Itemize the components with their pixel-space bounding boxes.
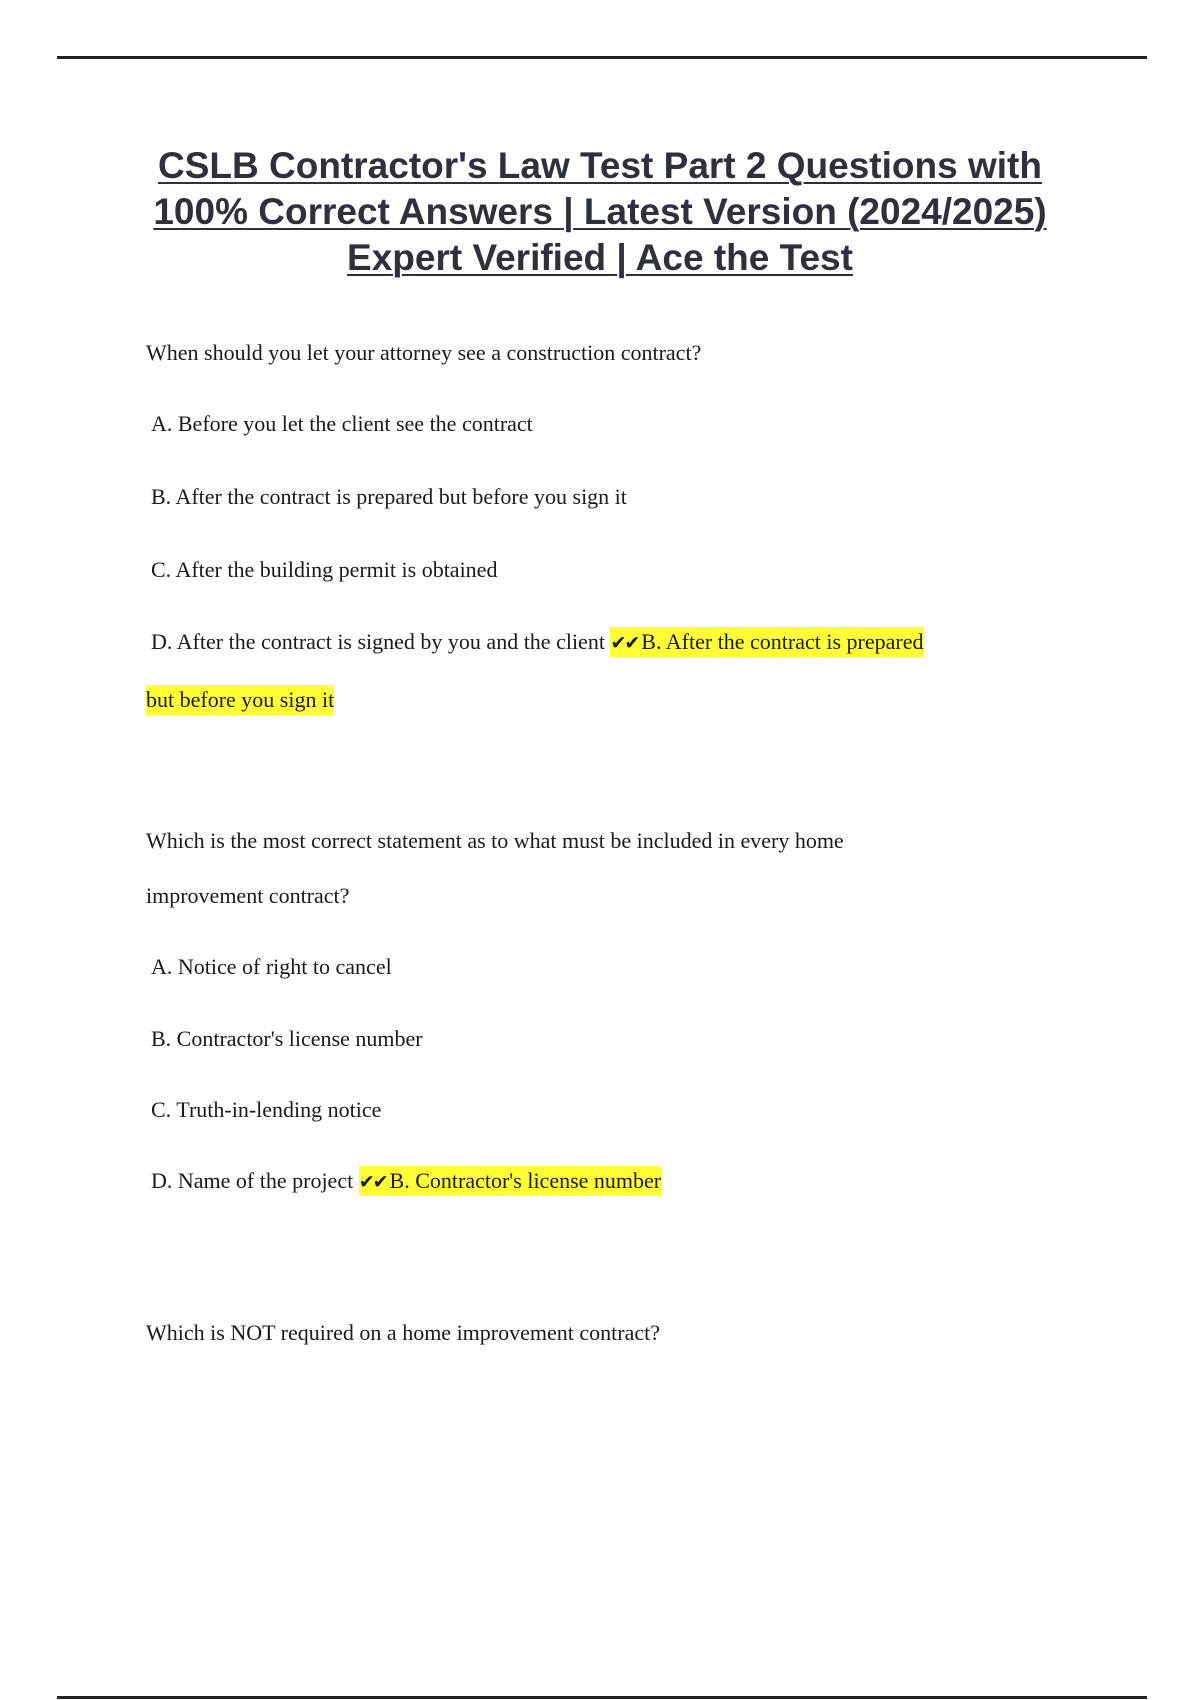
double-check-icon: ✔✔ — [358, 1171, 387, 1193]
header-rule — [57, 56, 1147, 59]
question-2-option-a: A. Notice of right to cancel — [151, 954, 392, 979]
question-2-answer-highlight — [359, 1166, 661, 1196]
question-2-option-d-with-answer — [151, 1168, 661, 1194]
question-1-option-d-with-answer — [151, 629, 924, 655]
question-1-answer-continued — [146, 687, 334, 713]
question-2-option-b: B. Contractor's license number — [151, 1026, 423, 1051]
question-1-answer-highlight — [610, 627, 923, 657]
question-1: When should you let your attorney see a construction contract? — [146, 340, 702, 365]
question-2-line1: Which is the most correct statement as to what must be included in every home — [146, 828, 844, 853]
question-2-line2: improvement contract? — [146, 883, 350, 908]
double-check-icon: ✔✔ — [610, 632, 639, 654]
question-1-option-c: C. After the building permit is obtained — [151, 557, 498, 582]
question-2-answer: B. Contractor's license number — [389, 1168, 662, 1193]
question-1-option-a: A. Before you let the client see the contract — [151, 411, 533, 436]
question-1-answer-line2: but before you sign it — [146, 685, 334, 715]
footer-rule — [57, 1696, 1147, 1699]
question-1-answer: B. After the contract is prepared — [641, 629, 924, 654]
question-2-option-d: D. Name of the project — [151, 1168, 354, 1193]
question-3: Which is NOT required on a home improvement contract? — [146, 1320, 660, 1345]
question-1-option-d: D. After the contract is signed by you and the client — [151, 629, 605, 654]
question-1-option-b: B. After the contract is prepared but before you sign it — [151, 484, 627, 509]
question-2-option-c: C. Truth-in-lending notice — [151, 1097, 382, 1122]
document-title: CSLB Contractor's Law Test Part 2 Questions with 100% Correct Answers | Latest Version (2024/2025) Expert Verified | Ace the Test — [153, 145, 1047, 278]
